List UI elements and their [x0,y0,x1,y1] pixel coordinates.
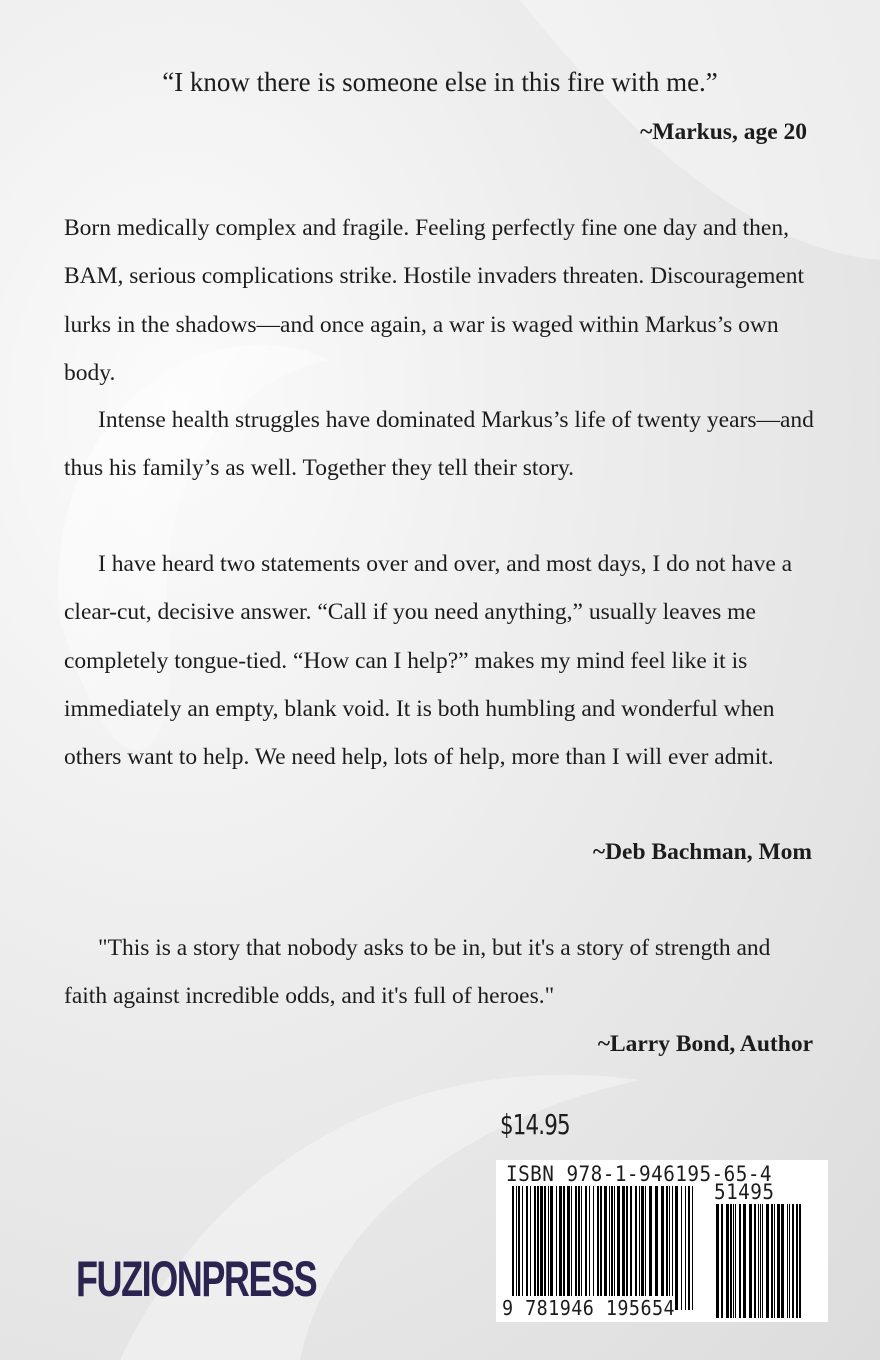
barcode-bar [611,1186,613,1310]
barcode-bar [563,1186,565,1310]
barcode-bar [585,1186,587,1310]
barcode-bar [635,1186,637,1310]
barcode-bar [735,1204,736,1318]
barcode-bar [796,1204,798,1318]
barcode-bar [559,1186,562,1310]
barcode-bar [685,1186,686,1310]
barcode-bar [716,1204,719,1318]
barcode-bar [550,1186,553,1310]
barcode-bar [743,1204,746,1318]
barcode-bar [609,1186,610,1310]
barcode-bar [754,1204,756,1318]
barcode-bar [614,1186,615,1310]
barcode-bar [733,1204,734,1318]
barcode-bar [548,1186,549,1310]
barcode-bar [655,1186,658,1310]
barcode-bar [739,1204,741,1318]
barcode-bar [787,1204,788,1318]
barcode-bar [540,1186,543,1310]
barcode-bar [567,1186,570,1310]
barcode-bar [669,1186,670,1310]
barcode-bar [597,1186,599,1310]
barcode-bar [581,1186,582,1310]
barcode-bar [672,1186,673,1310]
barcode-bar [593,1186,594,1310]
barcode-bar [649,1186,652,1310]
barcode-bar [600,1186,602,1310]
synopsis-paragraph-1: Born medically complex and fragile. Feeling perfectly fine one day and then, BAM, serious complications strike. Hostile invaders threaten. Discouragement lurks in the shadows—and once again, a war is waged within Markus’s own body. [64,215,805,386]
barcode-bar [604,1186,607,1310]
barcode-bar [666,1186,668,1310]
barcode-bar [789,1204,790,1318]
barcode-bar [726,1204,729,1318]
publisher-logo: FUZIONPRESS [76,1251,317,1307]
mom-quote-text: I have heard two statements over and over, and most days, I do not have a clear-cut, decisive answer. “Call if you need anything,” usually leaves me completely tongue-tied. “How can I help?” makes my mind feel like it is immediately an empty, blank void. It is both humbling and wonderful when others want to help. We need help, lots of help, more than I will ever admit. [64,551,793,771]
barcode-bar [730,1204,732,1318]
barcode-bar [575,1186,577,1310]
barcode-bar [512,1186,514,1310]
epigraph-quote: “I know there is someone else in this fire with me.” [162,67,718,97]
barcode-bar [589,1186,590,1310]
barcode-bar [681,1186,682,1310]
barcode-bar [777,1204,780,1318]
barcode-bar [522,1186,523,1310]
epigraph-attribution: ~Markus, age 20 [640,119,807,145]
barcode-bar [675,1186,678,1310]
barcode-bar [792,1204,794,1318]
price-label: $14.95 [500,1108,570,1141]
synopsis-paragraph-2: Intense health struggles have dominated Markus’s life of twenty years—and thus his family’s as well. Together they tell their story. [64,407,814,482]
barcode-bar [516,1186,517,1310]
barcode-bar [556,1186,557,1310]
barcode-bar [639,1186,640,1310]
barcode-bar [571,1186,572,1310]
barcode-bar [762,1204,763,1318]
barcode-bar [758,1204,759,1318]
barcode-bar [799,1204,801,1318]
barcode-bar [518,1186,520,1310]
barcode-bar [781,1204,784,1318]
isbn-number: ISBN 978-1-946195-65-4 [506,1162,773,1186]
barcode-bar [526,1186,528,1310]
barcode-bar [645,1186,646,1310]
barcode-bar [749,1204,752,1318]
isbn-barcode [496,1160,828,1322]
barcode-bar [692,1186,693,1310]
barcode-bar [617,1186,620,1310]
barcode-bar [774,1204,775,1318]
barcode-bar [721,1204,723,1318]
endorsement-text: "This is a story that nobody asks to be in, but it's a story of strength and faith against incredible odds, and it's full of heroes." [64,935,771,1010]
barcode-bar [622,1186,625,1310]
barcode-bar [630,1186,632,1310]
barcode-bar [661,1186,664,1310]
barcode-bar [530,1186,531,1310]
endorsement-attribution: ~Larry Bond, Author [597,1031,813,1057]
barcode-bar [626,1186,628,1310]
ean-digits: 9 781946 195654 [502,1296,676,1320]
barcode-bar [537,1186,539,1310]
barcode-bar [641,1186,644,1310]
barcode-bar [578,1186,580,1310]
barcode-bar [544,1186,546,1310]
barcode-price-code: 51495 [714,1180,775,1204]
barcode-bar [534,1186,536,1310]
barcode-bar [771,1204,773,1318]
barcode-bar [766,1204,769,1318]
barcode-bar [760,1204,761,1318]
mom-quote-attribution: ~Deb Bachman, Mom [592,839,812,865]
barcode-bar [688,1186,690,1310]
